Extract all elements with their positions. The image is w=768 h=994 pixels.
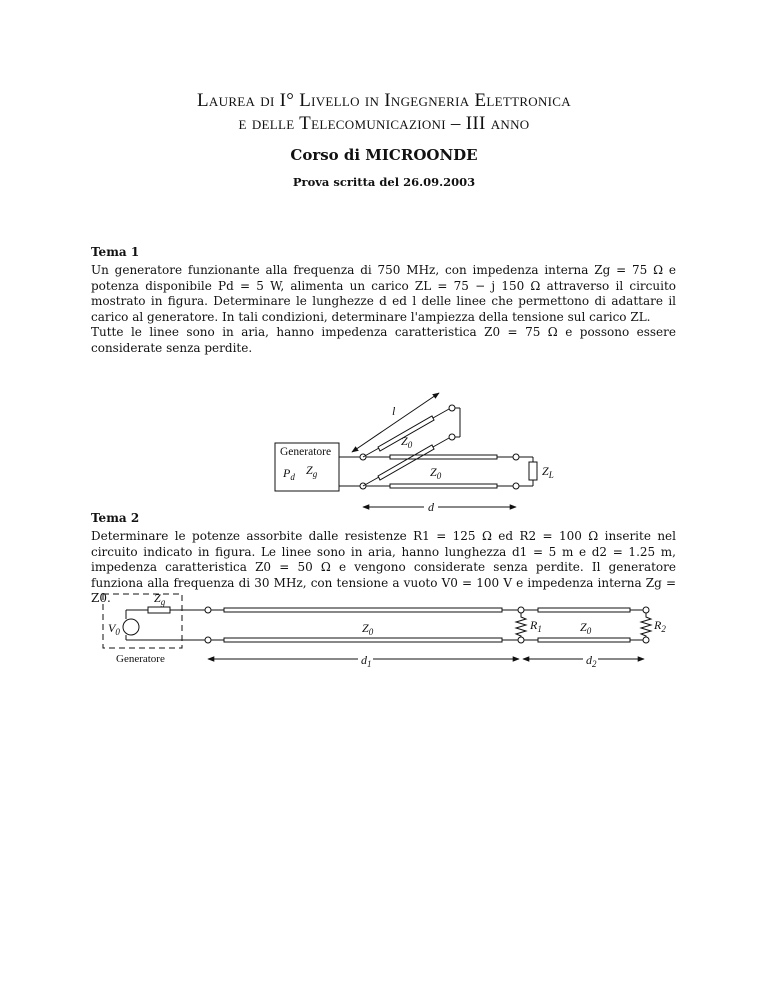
stub-conductor-2: [378, 445, 434, 480]
course-title-line-1: Laurea di I° Livello in Ingegneria Elettronica: [197, 90, 571, 111]
course-name: Corso di MICROONDE: [290, 146, 478, 164]
line-d2-bottom: [538, 638, 630, 642]
voltage-source: [123, 619, 139, 635]
tema-1-title: Tema 1: [91, 245, 140, 259]
d-label: d: [428, 500, 434, 514]
tema-1-paragraph-1: Un generatore funzionante alla frequenza di 750 MHz, con impedenza interna Zg = 75 Ω e potenza disponibile Pd = 5 W, alimenta un carico ZL = 75 − j 150 Ω attraverso il circuito mostrato in figura. Determinare le lunghezze d ed l delle linee che permettono di adattare il carico al generatore. In tali condizioni, determinare l'ampiezza della tensione sul carico ZL.: [91, 263, 676, 324]
zg-label: $Z_g$: [306, 463, 318, 479]
tema-2-paragraph-1: Determinare le potenze assorbite dalle resistenze R1 = 125 Ω ed R2 = 100 Ω inserite nel circuito indicato in figura. Le linee sono in aria, hanno lunghezza d1 = 5 m e d2 = 1.25 m, impedenza caratteristica Z0 = 50 Ω e vengono considerate senza perdite. Il generatore funziona alla frequenza di 30 MHz, con tensione a vuoto V0 = 100 V e impedenza interna Zg = Z0.: [91, 529, 676, 605]
line-conductor-bottom: [390, 484, 497, 488]
r1-label: $R_1$: [530, 618, 542, 634]
line-d1-bottom: [224, 638, 502, 642]
z0-label-d1: $Z_0$: [362, 621, 374, 637]
d1-label: $d_1$: [361, 653, 372, 669]
pd-label: $P_d$: [283, 466, 295, 482]
z0-label-d2: $Z_0$: [580, 620, 592, 636]
r2-label: $R_2$: [654, 618, 666, 634]
figure-2-circuit: [103, 594, 651, 659]
line-conductor-top: [390, 455, 497, 459]
v0-label: $V_0$: [108, 621, 120, 637]
z0-stub-label: $Z_0$: [401, 434, 413, 450]
l-label: l: [392, 404, 396, 418]
zl-label: $Z_L$: [542, 464, 554, 480]
load-impedance: [529, 462, 537, 480]
z0-line-label: $Z_0$: [430, 465, 442, 481]
dimension-l-arrow: [352, 393, 439, 452]
tema-2-title: Tema 2: [91, 511, 140, 525]
generator-label: Generatore: [280, 446, 332, 458]
course-title-line-2: e delle Telecomunicazioni – III anno: [238, 113, 530, 134]
d2-label: $d_2$: [586, 653, 597, 669]
line-d2-top: [538, 608, 630, 612]
r2-resistor: [641, 613, 651, 637]
exam-date: Prova scritta del 26.09.2003: [292, 175, 476, 189]
generator-label-2: Generatore: [116, 653, 165, 665]
zg-label-2: $Z_g$: [154, 591, 166, 607]
r1-resistor: [516, 613, 526, 637]
tema-1-paragraph-2: Tutte le linee sono in aria, hanno impedenza caratteristica Z0 = 75 Ω e possono essere considerate senza perdite.: [91, 325, 676, 355]
line-d1-top: [224, 608, 502, 612]
zg-resistor: [148, 607, 170, 613]
